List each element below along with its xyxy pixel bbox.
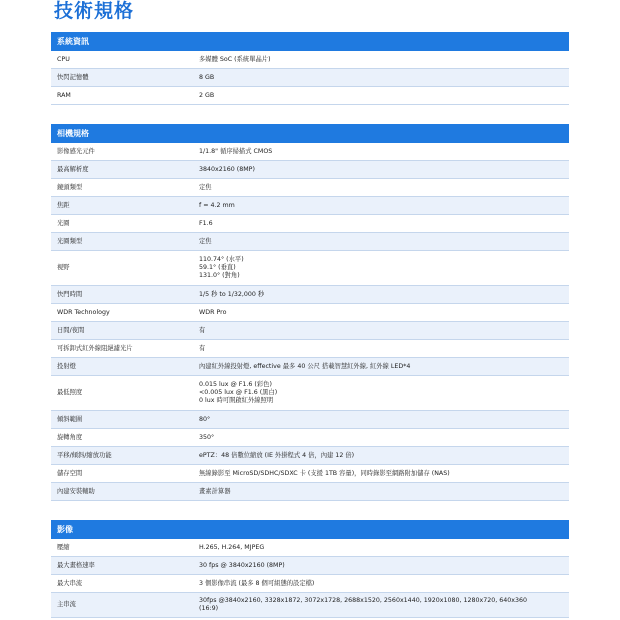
table-row	[51, 51, 569, 69]
spec-label: WDR Technology	[57, 308, 110, 316]
table-row	[51, 304, 569, 322]
table-row	[51, 429, 569, 447]
table-row	[51, 197, 569, 215]
table-row	[51, 465, 569, 483]
spec-value: 定焦	[199, 183, 212, 191]
table-row	[51, 340, 569, 358]
spec-value: 1/1.8" 循序掃描式 CMOS	[199, 147, 273, 155]
spec-label: 光圈	[57, 219, 70, 227]
spec-table	[51, 51, 569, 105]
spec-table	[51, 143, 569, 501]
table-row	[51, 69, 569, 87]
table-row	[51, 143, 569, 161]
spec-value: 1/5 秒 to 1/32,000 秒	[199, 290, 265, 298]
table-row	[51, 322, 569, 340]
table-row	[51, 575, 569, 593]
section-header: 系統資訊	[51, 32, 569, 51]
spec-label: 光圈類型	[57, 237, 83, 245]
spec-value: 3 個影像串流 (最多 8 個可組態的設定檔)	[199, 579, 315, 587]
spec-value: 畫素計算器	[199, 487, 231, 495]
spec-label: 視野	[57, 264, 70, 271]
spec-label: 最大畫格速率	[57, 561, 95, 569]
spec-value: 有	[199, 326, 206, 334]
spec-label: 主串流	[57, 601, 76, 608]
spec-label: RAM	[57, 91, 71, 99]
spec-value: WDR Pro	[199, 308, 227, 316]
table-row	[51, 286, 569, 304]
spec-label: 投射燈	[57, 362, 76, 370]
spec-value: f = 4.2 mm	[199, 201, 235, 209]
table-row	[51, 593, 569, 618]
table-row	[51, 539, 569, 557]
table-row	[51, 215, 569, 233]
spec-value: 0.015 lux @ F1.6 (彩色) <0.005 lux @ F1.6 (黑白) 0 lux 時可開啟紅外線照明	[199, 381, 278, 404]
table-row	[51, 447, 569, 465]
spec-label: 平移/傾斜/縮放功能	[57, 451, 112, 459]
spec-label: 可拆卸式紅外線阻絕濾光片	[57, 344, 133, 352]
spec-label: 快門時間	[57, 290, 83, 298]
table-row	[51, 179, 569, 197]
spec-value: 定焦	[199, 237, 212, 245]
table-row	[51, 87, 569, 105]
spec-value: 110.74° (水平) 59.1° (垂直) 131.0° (對角)	[199, 256, 244, 279]
section-header: 影像	[51, 520, 569, 539]
spec-value: H.265, H.264, MJPEG	[199, 543, 265, 551]
spec-label: 壓縮	[57, 543, 70, 551]
section-camera-specs	[51, 124, 569, 501]
spec-label: 旋轉角度	[57, 433, 83, 441]
spec-table	[51, 539, 569, 618]
table-row	[51, 411, 569, 429]
spec-value: 有	[199, 344, 206, 352]
spec-value: 30fps @3840x2160, 3328x1872, 3072x1728, 2688x1520, 2560x1440, 1920x1080, 1280x720, 640x360 (16:9)	[199, 597, 528, 612]
table-row	[51, 557, 569, 575]
spec-label: 快閃記憶體	[57, 73, 89, 81]
section-header: 相機規格	[51, 124, 569, 143]
section-video	[51, 520, 569, 618]
table-row	[51, 251, 569, 286]
spec-label: 儲存空間	[57, 469, 83, 477]
spec-value: 多媒體 SoC (系統單晶片)	[199, 55, 271, 63]
spec-label: CPU	[57, 55, 70, 63]
spec-value: 8 GB	[199, 73, 215, 81]
table-row	[51, 233, 569, 251]
table-row	[51, 358, 569, 376]
spec-value: 無線錄影至 MicroSD/SDHC/SDXC 卡 (支援 1TB 容量)，同時錄影至網路附加儲存 (NAS)	[199, 469, 450, 477]
spec-value: 3840x2160 (8MP)	[199, 165, 255, 173]
section-system-info	[51, 32, 569, 105]
spec-label: 鏡頭類型	[57, 183, 83, 191]
spec-label: 影像感光元件	[57, 147, 95, 155]
spec-label: 焦距	[57, 201, 70, 209]
spec-label: 傾斜範圍	[57, 415, 83, 423]
spec-value: 內建紅外線投射燈, effective 最多 40 公尺 搭載智慧紅外線, 紅外線 LED*4	[199, 362, 411, 370]
spec-value: ePTZ：48 倍數位縮放 (IE 外掛程式 4 倍，內建 12 倍)	[199, 451, 355, 459]
spec-value: 2 GB	[199, 91, 215, 99]
spec-label: 最低照度	[57, 389, 83, 396]
page-title: 技術規格	[54, 0, 135, 22]
spec-value: 30 fps @ 3840x2160 (8MP)	[199, 561, 285, 569]
spec-value: 80°	[199, 415, 211, 423]
spec-value: F1.6	[199, 219, 213, 227]
spec-label: 日間/夜間	[57, 326, 85, 334]
table-row	[51, 161, 569, 179]
table-row	[51, 376, 569, 411]
spec-label: 最高解析度	[57, 165, 89, 173]
spec-label: 內建安裝輔助	[57, 487, 95, 495]
table-row	[51, 483, 569, 501]
spec-value: 350°	[199, 433, 215, 441]
spec-label: 最大串流	[57, 579, 83, 587]
